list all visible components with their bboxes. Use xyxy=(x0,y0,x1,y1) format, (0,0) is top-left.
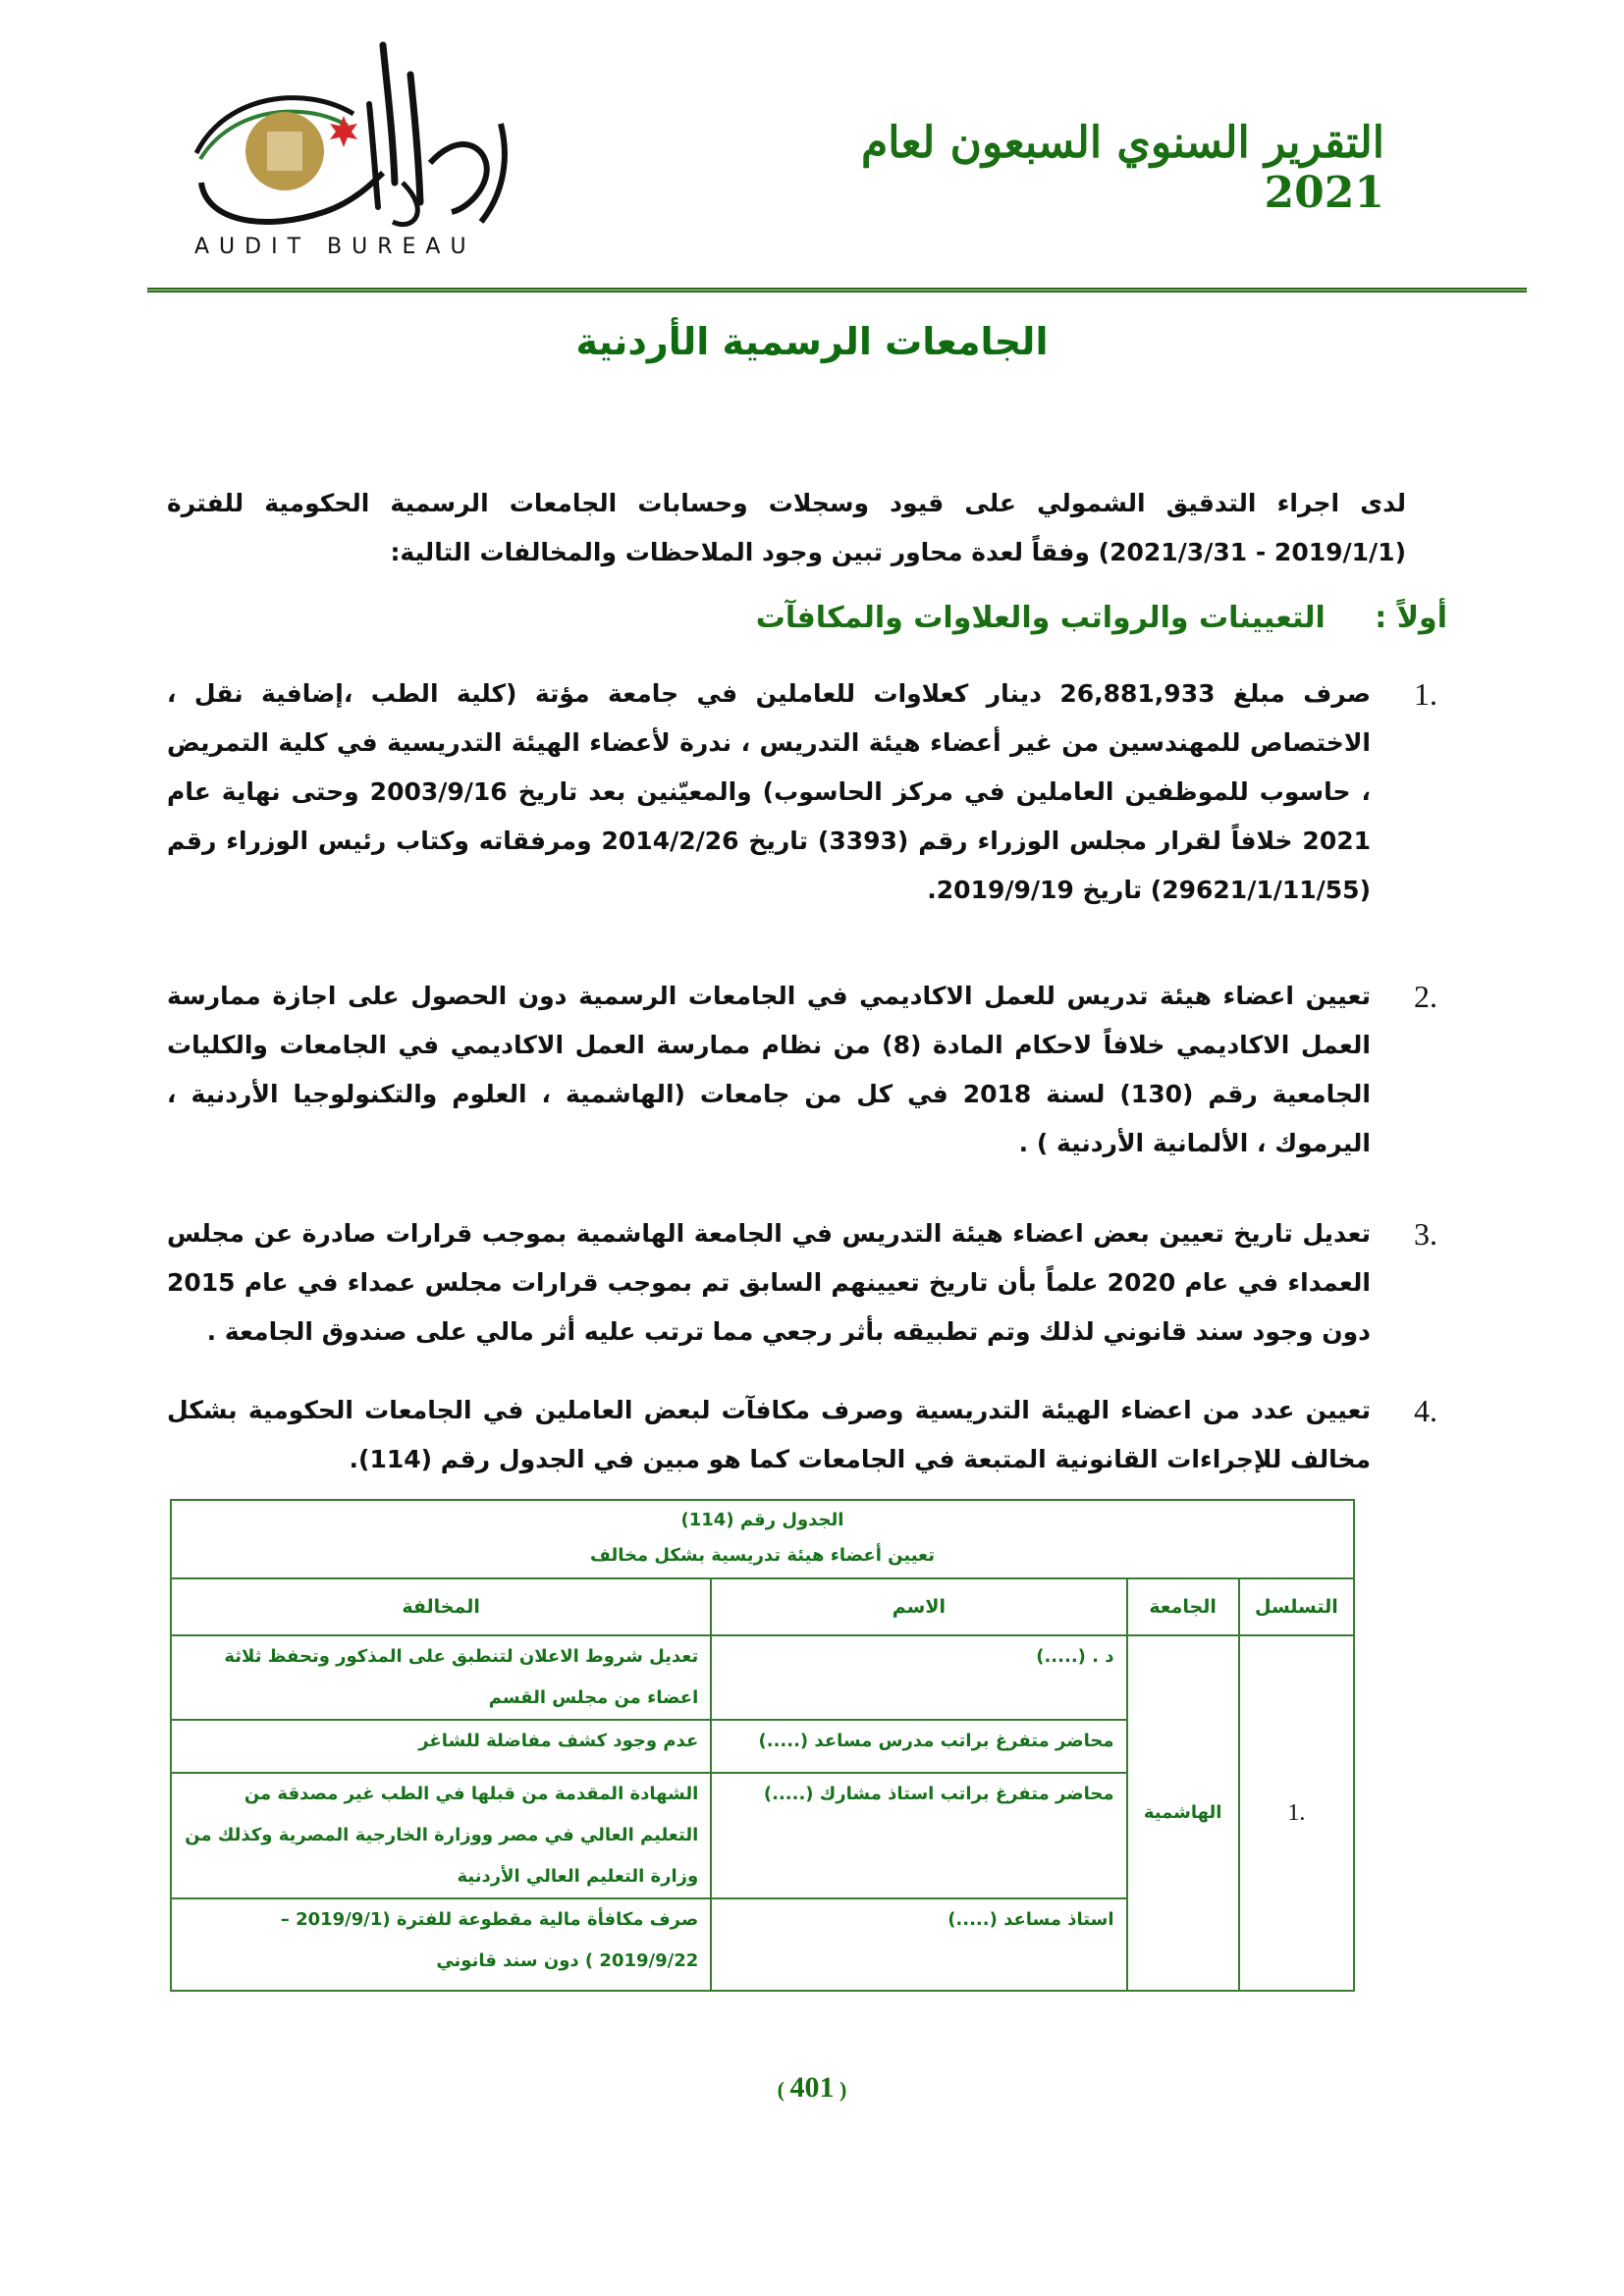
column-header-name: الاسم xyxy=(711,1578,1126,1635)
table-header-row xyxy=(171,1578,1354,1635)
table-subcaption: تعيين أعضاء هيئة تدريسية بشكل مخالف xyxy=(590,1545,935,1566)
table-caption: الجدول رقم (114) xyxy=(680,1510,844,1530)
report-title: التقرير السنوي السبعون لعام 2021 xyxy=(861,118,1384,218)
list-item-text: تعديل تاريخ تعيين بعض اعضاء هيئة التدريس في الجامعة الهاشمية بموجب قرارات صادرة عن مجلس العمداء في عام 2020 علماً بأن تاريخ تعيينهم السابق تم بموجب قرارات مجلس عمداء في عام 2015 دون وجود سند قانوني لذلك وتم تطبيقه بأثر رجعي مما ترتب عليه أثر مالي على صندوق الجامعة . xyxy=(167,1219,1371,1346)
cell-name: محاضر متفرغ براتب مدرس مساعد (.....) xyxy=(711,1720,1126,1773)
page-number-value: 401 xyxy=(789,2071,835,2104)
list-item-number: 3. xyxy=(1414,1216,1437,1252)
cell-university: الهاشمية xyxy=(1127,1635,1239,1991)
violations-table xyxy=(170,1499,1355,1992)
column-header-seq: التسلسل xyxy=(1239,1578,1354,1635)
cell-name: د . (.....) xyxy=(711,1635,1126,1720)
intro-paragraph: لدى اجراء التدقيق الشمولي على قيود وسجلات وحسابات الجامعات الرسمية الحكومية للفترة (2019/1/1 - 2021/3/31) وفقاً لعدة محاور تبين وجود الملاحظات والمخالفات التالية: xyxy=(167,489,1406,566)
cell-seq: .1 xyxy=(1239,1635,1354,1991)
list-item-number: 4. xyxy=(1414,1393,1437,1428)
list-item-text: صرف مبلغ 26,881,933 دينار كعلاوات للعاملين في جامعة مؤتة (كلية الطب ،إضافية نقل ، الاختصاص للمهندسين من غير أعضاء هيئة التدريس ، ندرة لأعضاء الهيئة التدريسية في كلية التمريض ، حاسوب للموظفين العاملين في مركز الحاسوب) والمعيّنين بعد تاريخ 2003/9/16 وحتى نهاية عام 2021 خلافاً لقرار مجلس الوزراء رقم (3393) تاريخ 2014/2/26 ومرفقاته وكتاب رئيس الوزراء رقم (29621/1/11/55) تاريخ 2019/9/19. xyxy=(167,679,1372,904)
list-item-number: 1. xyxy=(1414,676,1437,712)
audit-bureau-logo xyxy=(187,35,560,261)
list-item-text: تعيين اعضاء هيئة تدريس للعمل الاكاديمي في الجامعات الرسمية دون الحصول على اجازة ممارسة العمل الاكاديمي خلافاً لاحكام المادة (8) من نظام ممارسة العمل الاكاديمي في الجامعات والكليات الجامعية رقم (130) لسنة 2018 في كل من جامعات (الهاشمية ، العلوم والتكنولوجيا الأردنية ، اليرموك ، الألمانية الأردنية ) . xyxy=(167,982,1371,1157)
cell-violation: عدم وجود كشف مفاضلة للشاغر xyxy=(171,1720,711,1773)
section-title: الجامعات الرسمية الأردنية xyxy=(575,320,1049,363)
header-divider xyxy=(147,288,1527,293)
table-caption-row xyxy=(171,1500,1354,1578)
page-number: ( 401 ) xyxy=(777,2071,847,2104)
column-header-violation: المخالفة xyxy=(171,1578,711,1635)
subsection-heading-text: التعيينات والرواتب والعلاوات والمكافآت xyxy=(755,601,1326,635)
cell-violation: صرف مكافأة مالية مقطوعة للفترة (2019/9/1 – 2019/9/22 ) دون سند قانوني xyxy=(171,1898,711,1991)
list-item-number: 2. xyxy=(1414,979,1437,1014)
cell-violation: الشهادة المقدمة من قبلها في الطب غير مصدقة من التعليم العالي في مصر ووزارة الخارجية المصرية وكذلك من وزارة التعليم العالي الأردنية xyxy=(171,1773,711,1898)
list-item-text: تعيين عدد من اعضاء الهيئة التدريسية وصرف مكافآت لبعض العاملين في الجامعات الحكومية بشكل مخالف للإجراءات القانونية المتبعة في الجامعات كما هو مبين في الجدول رقم (114). xyxy=(167,1396,1371,1473)
subsection-heading xyxy=(756,601,1447,635)
audit-bureau-emblem-icon xyxy=(187,35,560,261)
table-row xyxy=(171,1635,1354,1720)
subsection-ordinal: أولاً : xyxy=(1375,601,1447,635)
column-header-university: الجامعة xyxy=(1127,1578,1239,1635)
cell-name: استاذ مساعد (.....) xyxy=(711,1898,1126,1991)
logo-english-text: AUDIT BUREAU xyxy=(194,235,476,259)
cell-name: محاضر متفرغ براتب استاذ مشارك (.....) xyxy=(711,1773,1126,1898)
cell-violation: تعديل شروط الاعلان لتنطبق على المذكور وتحفظ ثلاثة اعضاء من مجلس القسم xyxy=(171,1635,711,1720)
table-caption-cell xyxy=(171,1500,1354,1578)
